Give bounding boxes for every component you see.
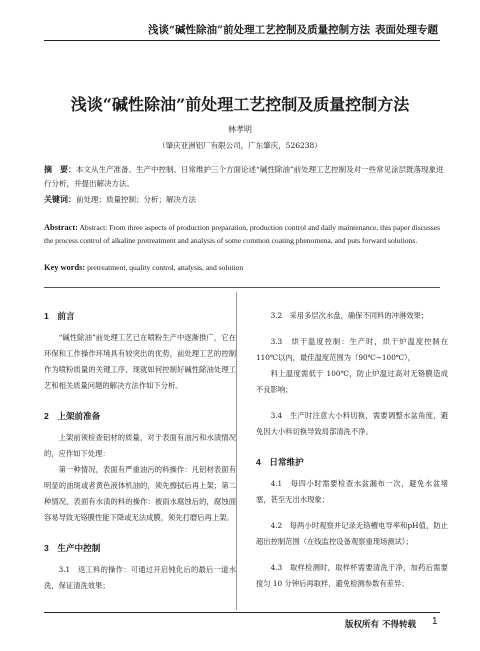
right-column	[256, 300, 448, 592]
page-header	[0, 0, 480, 48]
section-4-1-paragraph: 4.1 每四小时需要检查水盆漏布一次，避免水盆堵塞，甚至无出水现象；	[256, 479, 448, 504]
running-title: 浅谈“碱性除油”前处理工艺控制及质量控制方法	[148, 24, 371, 36]
section-2-paragraph-1: 上架前须检查铝材的质量，对于表面有油污和水渍情况的，应作如下处理：	[44, 433, 236, 458]
column-name: 表面处理专题	[375, 24, 438, 36]
section-3-3-continued: 料上温度需低于 100℃，防止炉温过高对无铬膜造成不良影响；	[256, 369, 448, 394]
abstract-text: 本文从生产准备、生产中控制、日常维护三个方面论述“碱性除油”前处理工艺控制及对一些常见涂层既落现象进行分析，并提出解决方法。	[44, 165, 444, 188]
section-4-3-paragraph: 4.3 取样检测时，取样杯需要清洗干净，加药后需要搅匀 10 分钟后再取样，避免检测参数有差异；	[256, 563, 448, 588]
section-3-heading: 3 生产中控制	[44, 543, 101, 553]
author: 林孝明	[228, 125, 252, 134]
footer-rule	[44, 612, 440, 613]
column-divider	[236, 292, 237, 610]
abstract-cn	[44, 162, 444, 191]
left-column	[44, 300, 236, 594]
section-3-1-paragraph: 3.1 返工料的操作：可通过开启钝化后的最后一道水洗，保证清洗效果；	[44, 565, 236, 590]
affiliation: （肇庆亚洲铝厂有限公司，广东肇庆，526238）	[158, 141, 322, 150]
section-3-3-paragraph: 3.3 烘干温度控制：生产时，烘干炉温度控制在110℃以内，最佳温度范围为（90℃~100℃），	[256, 337, 448, 362]
section-2-paragraph-2: 第一种情况，表面有严重油污的料操作：凡铝材表面有明显的油斑或者黄色液体机油的，须先擦拭后再上架；第二种情况，表面有水渍的料的操作：被雨水腐蚀后的，腐蚀面容易导致无铬膜性能下降或无法成膜，须先打磨后再上架。	[44, 465, 236, 522]
section-3-2-paragraph: 3.2 采用多层次水盘，确保不同料的冲淋效果；	[270, 311, 429, 320]
en-abstract-label: Abstract:	[44, 223, 78, 232]
page-number: 1	[432, 616, 438, 627]
keywords-label: 关键词：	[44, 194, 76, 204]
en-abstract-text: Abstract: From three aspects of production preparation, production control and daily maintenance, this paper discusses the process control of alkaline pretreatment and analysis of some common coating phenomena, and puts forward solutions.	[44, 223, 441, 245]
abstract-label: 摘 要：	[44, 164, 76, 174]
en-keywords-text: pretreatment, quality control, analysis, and solution	[87, 263, 244, 272]
section-3-4-paragraph: 3.4 生产时注意大小料切换，需要调整水盆角度，避免因大小料切换导致局部清洗不净。	[256, 411, 448, 436]
header-rule	[44, 40, 440, 41]
copyright-notice: 版权所有 不得转载	[345, 620, 416, 630]
en-keywords-label: Key words:	[44, 263, 86, 272]
section-2-heading: 2 上架前准备	[44, 411, 101, 421]
keywords-text: 前处理；质量控制；分析；解决方法	[76, 195, 196, 204]
article-title: 浅谈“碱性除油”前处理工艺控制及质量控制方法	[70, 95, 410, 114]
abstract-en	[44, 222, 450, 247]
section-1-paragraph: “碱性除油”前处理工艺已在喷粉生产中逐渐推广，它在环保和工作操作环境具有较突出的优势，前处理工艺的控制作为喷粉质量的关键工序，现就如何控制好碱性除油处理工艺和相关质量问题的解决方法作如下分析。	[44, 333, 236, 390]
section-divider	[44, 287, 440, 288]
keywords-en	[44, 262, 450, 275]
section-1-heading: 1 前言	[44, 311, 75, 321]
section-4-2-paragraph: 4.2 每两小时观察并记录无铬槽电导率和pH值，防止超出控制范围（在线监控设备观察重现场测试）；	[256, 521, 448, 546]
keywords-cn	[44, 192, 444, 207]
section-4-heading: 4 日常维护	[256, 457, 304, 467]
